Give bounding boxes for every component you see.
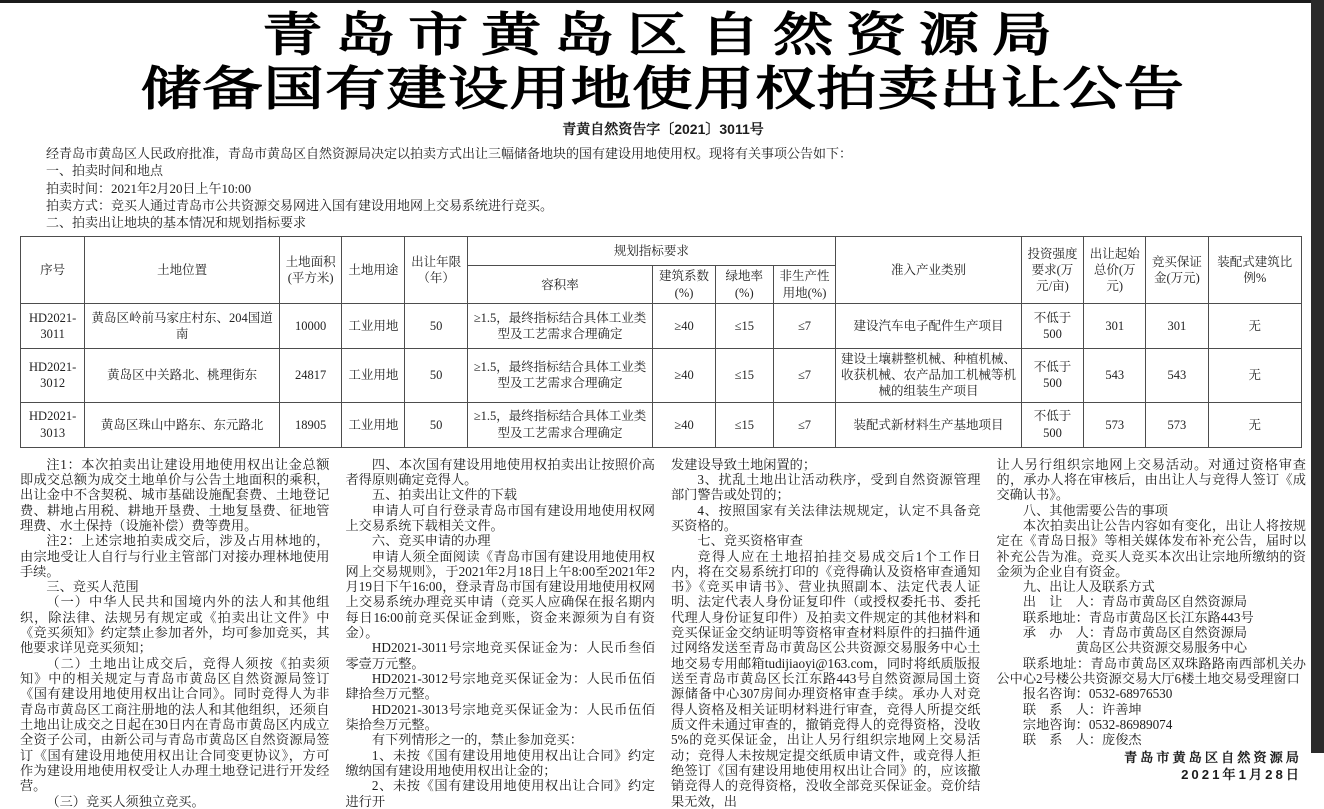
cell-investment: 不低于500 xyxy=(1021,303,1083,348)
intro-paragraph: 经青岛市黄岛区人民政府批准，青岛市黄岛区自然资源局决定以拍卖方式出让三幅储备地块的国有建设用地使用权。现将有关事项公告如下： xyxy=(46,146,853,161)
body-paragraph: 申请人须全面阅读《青岛市国有建设用地使用权网上交易规则》，于2021年2月18日上午8:00至2021年2月19日下午16:00，登录青岛市国有建设用地使用权网上交易系统办理竞买申请（竞买人应确保在报名期内每日16:00前竞买保证金到账，资金来源须为自有资金）。 xyxy=(345,548,655,641)
col-header-building-density: 建筑系数(%) xyxy=(653,266,715,304)
body-column-4 xyxy=(997,457,1307,809)
cell-industry: 装配式新材料生产基地项目 xyxy=(836,402,1022,447)
body-paragraph: 3、扰乱土地出让活动秩序，受到自然资源管理部门警告或处罚的； xyxy=(671,471,981,503)
body-text-columns xyxy=(20,457,1306,809)
body-paragraph: HD2021-3012号宗地竞买保证金为：人民币伍佰肆拾叁万元整。 xyxy=(345,671,655,702)
body-paragraph: 出 让 人：青岛市黄岛区自然资源局 xyxy=(1022,594,1248,610)
body-paragraph: 竞得人应在土地招拍挂交易成交后1个工作日内，将在交易系统打印的《竞得确认及资格审查通知书》《竞买申请书》、营业执照副本、法定代表人证明、法定代表人身份证复印件（或授权委托书、委托代理人身份证复印件）及拍卖文件规定的其他材料和竞买保证金交纳证明等资格审查材料原件的扫描件通过网络发送至青岛市黄岛区公共资源交易服务中心土地交易专用邮箱tudijiaoyi@163.com，同时将纸质版报送至青岛市黄岛区长江东路443号自然资源局国土资源储备中心307房间办理资格审查手续。承办人对竞得人资格及相关证明材料进行审查，竞得人所提交纸质文件未通过审查的，撤销竞得人的竞得资格，没收5%的竞买保证金，出让人另行组织宗地网上交易活动；竞得人未按规定提交纸质申请文件，或竞得人拒绝签订《国有建设用地使用权出让合同》的，应该撤销竞得人的竞得资格，没收全部竞买保证金。竞价结果无效，出 xyxy=(671,548,981,809)
cell-investment: 不低于500 xyxy=(1021,348,1083,402)
col-header-non-productive: 非生产性用地(%) xyxy=(773,266,835,304)
body-paragraph: 四、本次国有建设用地使用权拍卖出让按照价高者得原则确定竞得人。 xyxy=(345,456,655,487)
cell-deposit: 543 xyxy=(1146,348,1208,402)
intro-paragraph: 一、拍卖时间和地点 xyxy=(46,163,164,179)
cell-term: 50 xyxy=(405,348,467,402)
body-paragraph: 4、按照国家有关法律法规规定，认定不具备竞买资格的。 xyxy=(671,502,981,533)
table-row xyxy=(21,402,1302,447)
cell-land-use: 工业用地 xyxy=(342,348,405,402)
cell-green-rate: ≤15 xyxy=(715,402,773,447)
cell-plot-ratio: ≥1.5，最终指标结合具体工业类型及工艺需求合理确定 xyxy=(467,402,653,447)
cell-start-price: 573 xyxy=(1084,402,1146,447)
body-paragraph: HD2021-3011号宗地竞买保证金为：人民币叁佰零壹万元整。 xyxy=(345,640,655,671)
title-line-2: 储备国有建设用地使用权拍卖出让公告 xyxy=(140,62,1186,115)
body-paragraph: 联系地址：青岛市黄岛区长江东路443号 xyxy=(1022,609,1254,625)
body-paragraph: 承 办 人：青岛市黄岛区自然资源局 xyxy=(1022,625,1248,641)
body-paragraph: 注1：本次拍卖出让建设用地使用权出让金总额即成交总额为成交土地单价与公告土地面积的乘积，出让金中不含契税、城市基础设施配套费、土地登记费、耕地占用税、耕地开垦费、土地复垦费、征地管理费、水土保持（设施补偿）费等费用。 xyxy=(20,456,330,533)
body-paragraph: 八、其他需要公告的事项 xyxy=(1022,502,1168,518)
body-paragraph: 七、竞买资格审查 xyxy=(697,533,803,549)
body-paragraph: 让人另行组织宗地网上交易活动。对通过资格审查的，承办人将在审核后，由出让人与竞得人签订《成交确认书》。 xyxy=(996,456,1306,503)
col-header-deposit: 竞买保证金(万元) xyxy=(1146,237,1208,304)
col-header-start-price: 出让起始总价(万元) xyxy=(1084,237,1146,304)
body-column-1 xyxy=(20,457,330,809)
cell-non-productive: ≤7 xyxy=(773,402,835,447)
body-paragraph: 三、竞买人范围 xyxy=(46,579,139,595)
col-header-area: 土地面积(平方米) xyxy=(280,237,342,304)
body-paragraph: 六、竞买申请的办理 xyxy=(371,533,491,549)
intro-paragraph: 拍卖时间：2021年2月20日上午10:00 xyxy=(46,180,252,196)
body-paragraph: （二）土地出让成交后，竞得人须按《拍卖须知》中的相关规定与青岛市黄岛区自然资源局签订《国有建设用地使用权出让合同》。同时竞得人为非青岛市黄岛区工商注册地的法人和其他组织，还须自土地出让成交之日起在30日内在青岛市黄岛区内成立全资子公司，由新公司与青岛市黄岛区自然资源局签订《国有建设用地使用权出让合同变更协议》，方可作为建设用地使用权受让人办理土地登记进行开发经营。 xyxy=(20,655,330,794)
cell-term: 50 xyxy=(405,303,467,348)
page-edge-right xyxy=(1311,0,1324,753)
cell-investment: 不低于500 xyxy=(1021,402,1083,447)
cell-non-productive: ≤7 xyxy=(773,348,835,402)
cell-building-density: ≥40 xyxy=(653,348,715,402)
col-header-location: 土地位置 xyxy=(85,237,280,304)
cell-industry: 建设汽车电子配件生产项目 xyxy=(836,303,1022,348)
body-paragraph: 九、出让人及联系方式 xyxy=(1022,579,1155,595)
body-paragraph: 五、拍卖出让文件的下载 xyxy=(371,487,517,503)
page-edge-top xyxy=(0,0,1324,3)
body-paragraph: 黄岛区公共资源交易服务中心 xyxy=(996,640,1248,656)
col-header-investment: 投资强度要求(万元/亩) xyxy=(1021,237,1083,304)
cell-serial: HD2021-3011 xyxy=(21,303,85,348)
intro-paragraph: 拍卖方式：竞买人通过青岛市公共资源交易网进入国有建设用地网上交易系统进行竞买。 xyxy=(46,197,554,213)
body-paragraph: 联系地址：青岛市黄岛区双珠路路南西部机关办公中心2号楼公共资源交易大厅6楼土地交易受理窗口 xyxy=(996,655,1306,687)
body-paragraph: 1、未按《国有建设用地使用权出让合同》约定缴纳国有建设用地使用权出让金的； xyxy=(345,747,655,778)
cell-building-density: ≥40 xyxy=(653,303,715,348)
cell-green-rate: ≤15 xyxy=(715,348,773,402)
body-column-2 xyxy=(346,457,656,809)
cell-green-rate: ≤15 xyxy=(715,303,773,348)
col-header-industry: 准入产业类别 xyxy=(836,237,1022,304)
cell-start-price: 301 xyxy=(1084,303,1146,348)
body-paragraph: 注2：上述宗地拍卖成交后，涉及占用林地的，由宗地受让人自行与行业主管部门对接办理林地使用手续。 xyxy=(20,533,330,579)
cell-start-price: 543 xyxy=(1084,348,1146,402)
body-paragraph: 宗地咨询：0532-86989074 xyxy=(1022,716,1173,732)
cell-area: 10000 xyxy=(280,303,342,348)
notice-title xyxy=(20,8,1306,116)
col-header-term: 出让年限（年） xyxy=(405,237,467,304)
body-paragraph: 报名咨询：0532-68976530 xyxy=(1022,686,1173,702)
cell-term: 50 xyxy=(405,402,467,447)
table-row xyxy=(21,303,1302,348)
body-paragraph: 联 系 人：许善坤 xyxy=(1022,701,1142,717)
body-paragraph: （一）中华人民共和国境内外的法人和其他组织，除法律、法规另有规定或《拍卖出让文件》中《竞买须知》约定禁止参加者外，均可参加竞买，其他要求详见竞买须知； xyxy=(20,594,330,656)
body-paragraph: 申请人可自行登录青岛市国有建设用地使用权网上交易系统下载相关文件。 xyxy=(345,502,655,533)
body-paragraph: 有下列情形之一的，禁止参加竞买： xyxy=(371,732,583,748)
body-paragraph: 本次拍卖出让公告内容如有变化，出让人将按规定在《青岛日报》等相关媒体发布补充公告，届时以补充公告为准。竞买人竞买本次出让宗地所缴纳的资金须为企业自有资金。 xyxy=(996,517,1306,579)
body-paragraph: 青岛市黄岛区自然资源局 xyxy=(1123,749,1302,765)
cell-deposit: 301 xyxy=(1146,303,1208,348)
cell-prefab: 无 xyxy=(1208,348,1301,402)
cell-area: 18905 xyxy=(280,402,342,447)
body-paragraph: HD2021-3013号宗地竞买保证金为：人民币伍佰柒拾叁万元整。 xyxy=(345,701,655,732)
body-paragraph: 2、未按《国有建设用地使用权出让合同》约定进行开 xyxy=(345,778,655,809)
col-header-planning-group: 规划指标要求 xyxy=(467,237,835,266)
table-header xyxy=(21,237,1302,304)
cell-land-use: 工业用地 xyxy=(342,303,405,348)
notice-sheet xyxy=(20,8,1306,809)
cell-location: 黄岛区珠山中路东、东元路北 xyxy=(85,402,280,447)
cell-industry: 建设土壤耕整机械、种植机械、收获机械、农产品加工机械等机械的组装生产项目 xyxy=(836,348,1022,402)
col-header-prefab: 装配式建筑比例% xyxy=(1208,237,1301,304)
land-parcel-table xyxy=(20,236,1302,447)
title-line-1: 青岛市黄岛区自然资源局 xyxy=(261,8,1065,61)
cell-plot-ratio: ≥1.5，最终指标结合具体工业类型及工艺需求合理确定 xyxy=(467,348,653,402)
col-header-land-use: 土地用途 xyxy=(342,237,405,304)
body-paragraph: （三）竞买人须独立竞买。 xyxy=(46,793,205,809)
cell-location: 黄岛区岭前马家庄村东、204国道南 xyxy=(85,303,280,348)
cell-location: 黄岛区中关路北、桃理街东 xyxy=(85,348,280,402)
body-column-3 xyxy=(671,457,981,809)
intro-paragraph: 二、拍卖出让地块的基本情况和规划指标要求 xyxy=(46,215,307,231)
document-number: 青黄自然资告字〔2021〕3011号 xyxy=(562,121,764,137)
col-header-green-rate: 绿地率(%) xyxy=(715,266,773,304)
cell-prefab: 无 xyxy=(1208,402,1301,447)
cell-non-productive: ≤7 xyxy=(773,303,835,348)
body-paragraph: 2021年1月28日 xyxy=(1181,766,1302,782)
body-paragraph: 发建设导致土地闲置的； xyxy=(671,456,817,472)
body-paragraph: 联 系 人：庞俊杰 xyxy=(1022,732,1142,748)
cell-area: 24817 xyxy=(280,348,342,402)
cell-plot-ratio: ≥1.5，最终指标结合具体工业类型及工艺需求合理确定 xyxy=(467,303,653,348)
intro-section xyxy=(20,145,1306,231)
cell-land-use: 工业用地 xyxy=(342,402,405,447)
cell-prefab: 无 xyxy=(1208,303,1301,348)
cell-building-density: ≥40 xyxy=(653,402,715,447)
table-row xyxy=(21,348,1302,402)
cell-serial: HD2021-3013 xyxy=(21,402,85,447)
cell-deposit: 573 xyxy=(1146,402,1208,447)
col-header-serial: 序号 xyxy=(21,237,85,304)
col-header-plot-ratio: 容积率 xyxy=(467,266,653,304)
cell-serial: HD2021-3012 xyxy=(21,348,85,402)
